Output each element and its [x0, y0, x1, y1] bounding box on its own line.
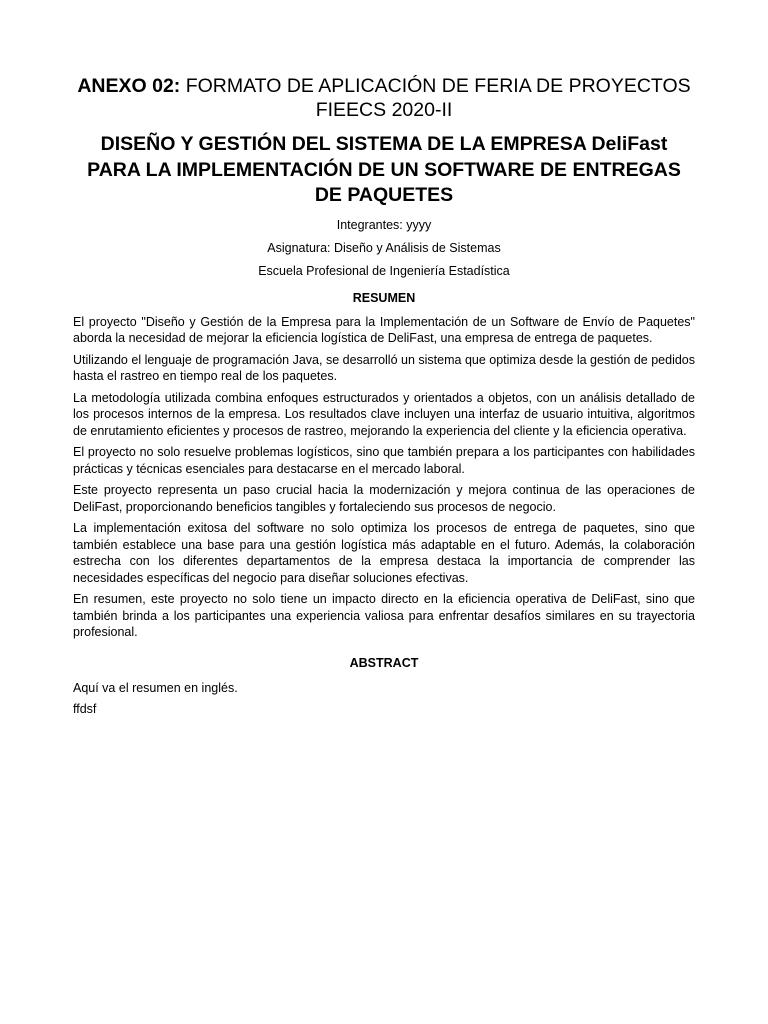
integrantes-line: Integrantes: yyyy: [336, 217, 432, 232]
resumen-paragraph: En resumen, este proyecto no solo tiene un impacto directo en la eficiencia operativa de DeliFast, sino que también brinda a los participantes una experiencia valiosa para enfrentar desafíos similares en su trayectoria profesional.: [73, 592, 695, 639]
abstract-paragraph: Aquí va el resumen en inglés.: [73, 680, 238, 695]
project-title: DISEÑO Y GESTIÓN DEL SISTEMA DE LA EMPRESA DeliFast PARA LA IMPLEMENTACIÓN DE UN SOFTWARE DE ENTREGAS DE PAQUETES: [87, 133, 681, 206]
resumen-paragraph: La implementación exitosa del software no solo optimiza los procesos de entrega de paquetes, sino que también establece una base para una gestión logística más adaptable en el futuro. Además, la colaboración estrecha con los diferentes departamentos de la empresa destaca la importancia de comprender las necesidades específicas del negocio para diseñar soluciones efectivas.: [73, 521, 695, 585]
resumen-heading: RESUMEN: [352, 290, 416, 305]
resumen-paragraph: Utilizando el lenguaje de programación Java, se desarrolló un sistema que optimiza desde la gestión de pedidos hasta el rastreo en tiempo real de los paquetes.: [73, 352, 695, 383]
abstract-body: [73, 680, 695, 718]
resumen-body: [73, 314, 695, 641]
asignatura-line: Asignatura: Diseño y Análisis de Sistemas: [267, 240, 501, 255]
annex-text: FORMATO DE APLICACIÓN DE FERIA DE PROYECTOS FIEECS 2020-II: [180, 75, 691, 121]
abstract-paragraph: ffdsf: [73, 702, 97, 716]
escuela-line: Escuela Profesional de Ingeniería Estadística: [258, 263, 510, 278]
annex-title: [73, 0, 695, 122]
annex-label: ANEXO 02:: [77, 75, 181, 97]
resumen-paragraph: El proyecto "Diseño y Gestión de la Empresa para la Implementación de un Software de Envío de Paquetes" aborda la necesidad de mejorar la eficiencia logística de DeliFast, una empresa de entrega de paquetes.: [73, 314, 695, 345]
resumen-paragraph: Este proyecto representa un paso crucial hacia la modernización y mejora continua de las operaciones de DeliFast, proporcionando beneficios tangibles y fortaleciendo sus procesos de negocio.: [73, 483, 695, 514]
abstract-heading: ABSTRACT: [349, 655, 419, 670]
resumen-paragraph: La metodología utilizada combina enfoques estructurados y orientados a objetos, con un análisis detallado de los procesos internos de la empresa. Los resultados clave incluyen una interfaz de usuario intuitiva, algoritmos de enrutamiento eficientes y procesos de rastreo, mejorando la experiencia del cliente y la eficiencia operativa.: [73, 390, 695, 438]
resumen-paragraph: El proyecto no solo resuelve problemas logísticos, sino que también prepara a los participantes con habilidades prácticas y técnicas esenciales para destacarse en el mercado laboral.: [73, 445, 695, 476]
